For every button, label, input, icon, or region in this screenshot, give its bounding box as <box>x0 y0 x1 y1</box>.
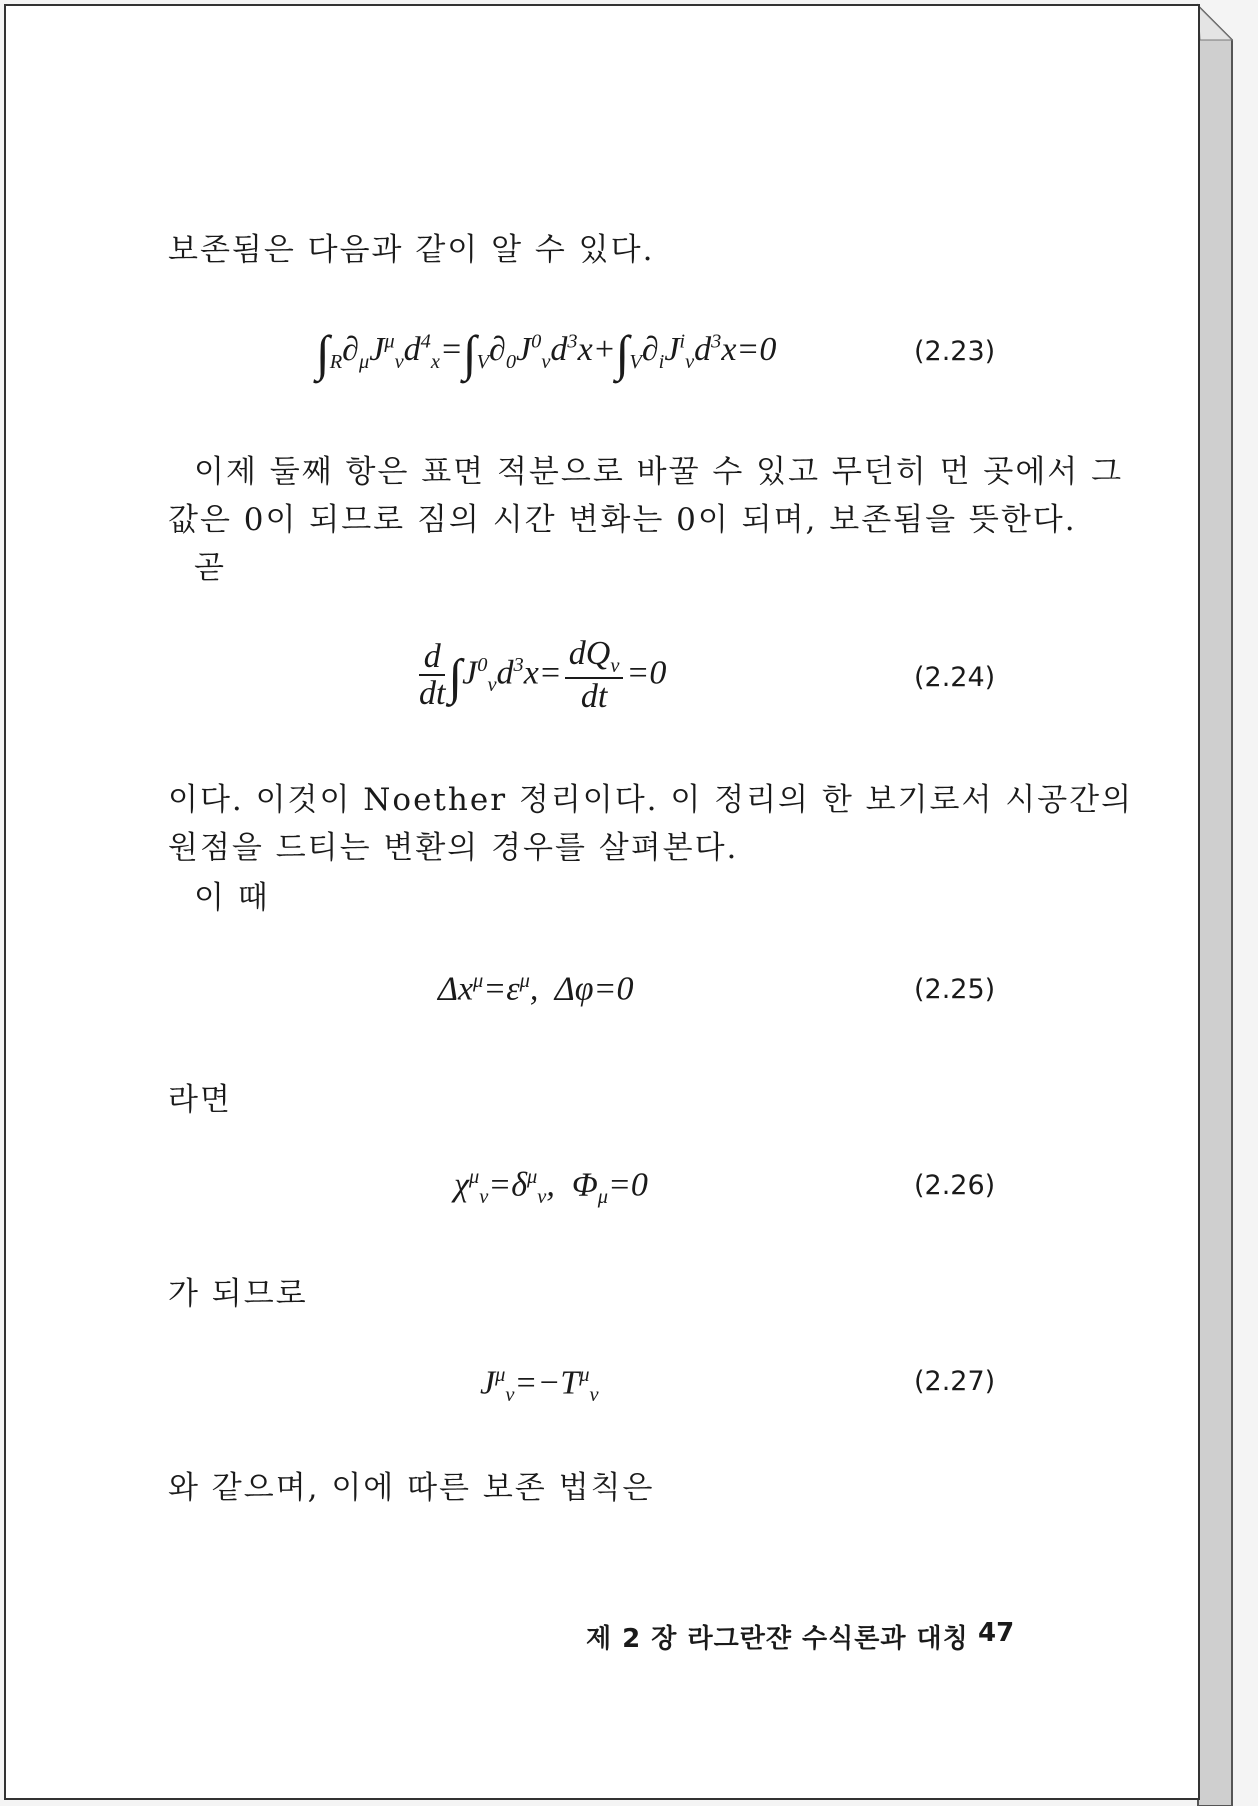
page-number: 47 <box>978 1618 1015 1648</box>
running-head: 제 2 장 라그란쟌 수식론과 대칭 <box>586 1624 969 1654</box>
paragraph-line: 원점을 드티는 변환의 경우를 살펴본다. <box>168 830 739 866</box>
equation-2-23: $\int_R\partial_\mu J^\mu_\nu d^4_x=\int_V\partial_0J^0_\nu d^3x+\int_V\partial_iJ^i_\nu d^3x=0$ <box>316 325 777 381</box>
paragraph-line: 가 되므로 <box>168 1276 308 1312</box>
paragraph-line: 라면 <box>168 1082 232 1118</box>
paragraph-line: 이 때 <box>194 880 270 916</box>
paragraph-intro: 보존됨은 다음과 같이 알 수 있다. <box>168 232 655 268</box>
equation-number: (2.23) <box>914 336 996 367</box>
equation-2-27: $J^\mu_\nu=-T^\mu_\nu$ <box>480 1364 599 1407</box>
paragraph-line: 곧 <box>194 550 226 586</box>
equation-number: (2.26) <box>914 1170 996 1201</box>
equation-number: (2.25) <box>914 974 996 1005</box>
page <box>4 4 1200 1800</box>
equation-2-25: $\Delta x^\mu=\varepsilon^\mu$, Δφ=0 <box>438 970 634 1008</box>
equation-number: (2.27) <box>914 1366 996 1397</box>
paragraph-line: 이다. 이것이 Noether 정리이다. 이 정리의 한 보기로서 시공간의 <box>168 782 1134 818</box>
equation-2-24: $\frac{d}{dt}$ $\int J^0_\nu d^3x=$ $\frac{dQ_\nu}{dt}$ =0 <box>419 635 667 716</box>
equation-2-26: $\chi^\mu_\nu=\delta^\mu_\nu$, $\Phi_\mu=0$ <box>454 1166 648 1209</box>
paragraph-line: 이제 둘째 항은 표면 적분으로 바꿀 수 있고 무던히 먼 곳에서 그 <box>194 454 1124 490</box>
paragraph-line: 값은 0이 되므로 짐의 시간 변화는 0이 되며, 보존됨을 뜻한다. <box>168 502 1077 538</box>
equation-number: (2.24) <box>914 662 996 693</box>
paragraph-line: 와 같으며, 이에 따른 보존 법칙은 <box>168 1470 655 1506</box>
